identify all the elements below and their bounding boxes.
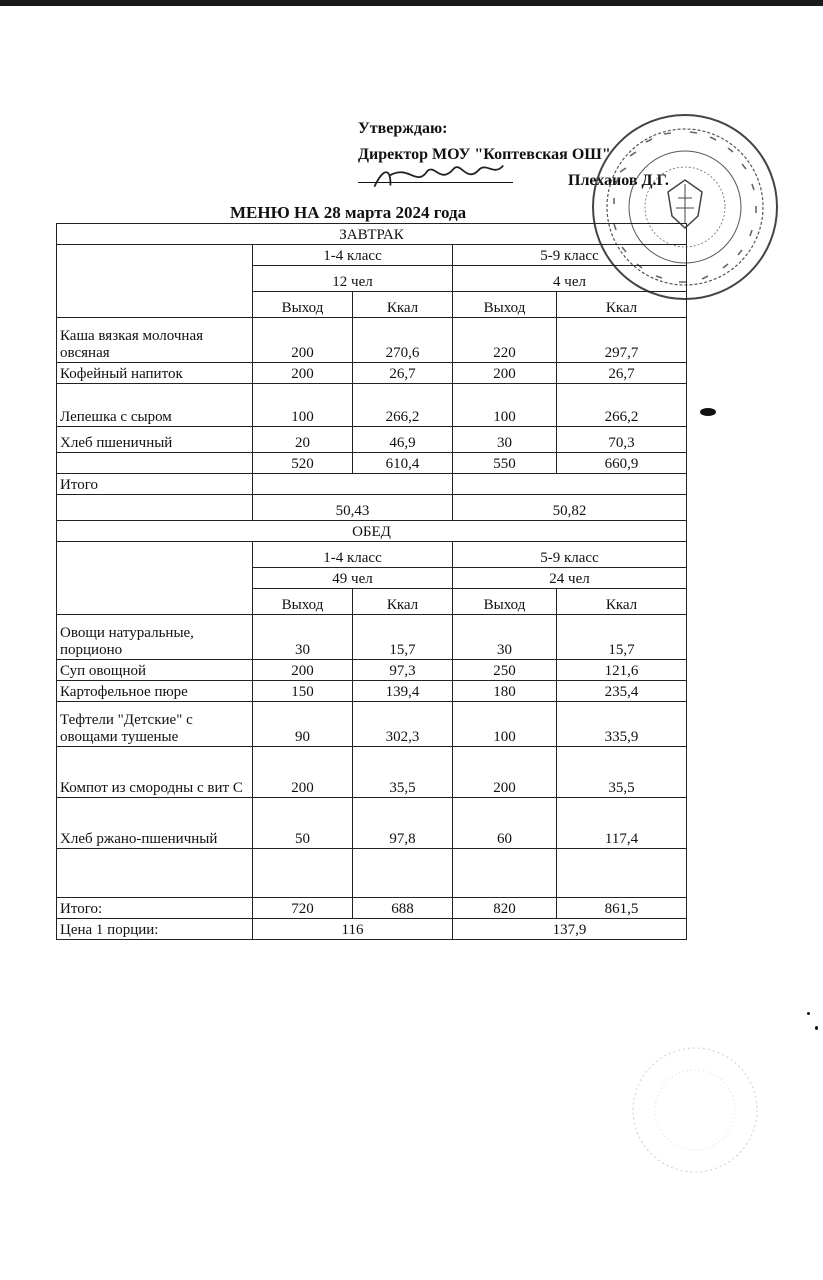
table-row [57,747,687,798]
price-2: 137,9 [453,919,687,940]
table-row [57,660,687,681]
breakfast-count-2: 4 чел [453,266,687,292]
total-output-2: 550 [453,453,557,474]
table-row [57,702,687,747]
total-kcal-1: 688 [353,898,453,919]
breakfast-title: ЗАВТРАК [57,224,687,245]
kcal-1: 97,8 [353,798,453,849]
price-1: 50,43 [253,495,453,521]
table-row [57,427,687,453]
breakfast-total-label-row [57,474,687,495]
approve-label: Утверждаю: [358,120,448,137]
breakfast-price-row [57,495,687,521]
breakfast-count-1: 12 чел [253,266,453,292]
kcal-2: 266,2 [557,384,687,427]
output-2: 180 [453,681,557,702]
scan-speck [815,1026,818,1030]
output-1: 200 [253,660,353,681]
dish-name: Овощи натуральные, порционо [57,615,253,660]
dish-name: Хлеб пшеничный [57,427,253,453]
col-kcal: Ккал [353,292,453,318]
kcal-1: 266,2 [353,384,453,427]
table-row [57,798,687,849]
empty-cell [57,453,253,474]
table-row [57,363,687,384]
dish-name: Компот из смородны с вит С [57,747,253,798]
output-2: 30 [453,615,557,660]
total-output-2: 820 [453,898,557,919]
menu-title: МЕНЮ НА 28 марта 2024 года [230,203,467,222]
output-2: 100 [453,384,557,427]
kcal-1: 97,3 [353,660,453,681]
price-2: 50,82 [453,495,687,521]
kcal-1: 46,9 [353,427,453,453]
output-2: 220 [453,318,557,363]
scan-speck [700,408,716,416]
col-kcal: Ккал [557,589,687,615]
lunch-price-row [57,919,687,940]
breakfast-group-row [57,245,687,266]
output-2: 60 [453,798,557,849]
output-1: 30 [253,615,353,660]
total-label: Итого: [57,898,253,919]
total-kcal-1: 610,4 [353,453,453,474]
kcal-1: 302,3 [353,702,453,747]
breakfast-blank-cell [57,245,253,318]
kcal-2: 121,6 [557,660,687,681]
output-2: 30 [453,427,557,453]
lunch-group-2: 5-9 класс [453,542,687,568]
kcal-1: 270,6 [353,318,453,363]
col-output: Выход [453,589,557,615]
col-output: Выход [253,292,353,318]
total-output-1: 520 [253,453,353,474]
kcal-2: 297,7 [557,318,687,363]
total-output-1: 720 [253,898,353,919]
output-1: 100 [253,384,353,427]
output-2: 200 [453,363,557,384]
lunch-group-1: 1-4 класс [253,542,453,568]
empty-cell [253,474,453,495]
output-1: 90 [253,702,353,747]
output-2: 200 [453,747,557,798]
output-2: 100 [453,702,557,747]
dish-name: Суп овощной [57,660,253,681]
empty-cell [453,474,687,495]
kcal-2: 117,4 [557,798,687,849]
empty-cell [253,849,353,898]
output-1: 50 [253,798,353,849]
lunch-group-row [57,542,687,568]
kcal-1: 139,4 [353,681,453,702]
lunch-header-row [57,521,687,542]
lunch-count-1: 49 чел [253,568,453,589]
col-output: Выход [453,292,557,318]
dish-name: Каша вязкая молочная овсяная [57,318,253,363]
scan-top-edge [0,0,823,6]
kcal-2: 235,4 [557,681,687,702]
dish-name: Кофейный напиток [57,363,253,384]
price-1: 116 [253,919,453,940]
breakfast-header-row [57,224,687,245]
col-kcal: Ккал [557,292,687,318]
breakfast-sum-row [57,453,687,474]
output-1: 200 [253,363,353,384]
output-1: 200 [253,318,353,363]
faint-bleedthrough-stamp [625,1040,765,1180]
price-label: Цена 1 порции: [57,919,253,940]
kcal-2: 26,7 [557,363,687,384]
total-kcal-2: 861,5 [557,898,687,919]
director-name: Плеханов Д.Г. [568,172,669,189]
lunch-count-2: 24 чел [453,568,687,589]
menu-table [56,223,687,940]
empty-cell [453,849,557,898]
table-row [57,318,687,363]
kcal-1: 26,7 [353,363,453,384]
scan-speck [807,1012,810,1015]
empty-cell [557,849,687,898]
empty-cell [57,849,253,898]
output-2: 250 [453,660,557,681]
output-1: 150 [253,681,353,702]
empty-row [57,849,687,898]
total-label: Итого [57,474,253,495]
breakfast-group-1: 1-4 класс [253,245,453,266]
output-1: 20 [253,427,353,453]
kcal-2: 15,7 [557,615,687,660]
lunch-blank-cell [57,542,253,615]
table-row [57,681,687,702]
total-kcal-2: 660,9 [557,453,687,474]
lunch-total-row [57,898,687,919]
kcal-1: 15,7 [353,615,453,660]
dish-name: Хлеб ржано-пшеничный [57,798,253,849]
director-line: Директор МОУ "Коптевская ОШ" [358,146,611,163]
col-output: Выход [253,589,353,615]
table-row [57,384,687,427]
empty-cell [57,495,253,521]
kcal-2: 35,5 [557,747,687,798]
col-kcal: Ккал [353,589,453,615]
breakfast-group-2: 5-9 класс [453,245,687,266]
lunch-title: ОБЕД [57,521,687,542]
kcal-1: 35,5 [353,747,453,798]
dish-name: Картофельное пюре [57,681,253,702]
kcal-2: 335,9 [557,702,687,747]
dish-name: Лепешка с сыром [57,384,253,427]
table-row [57,615,687,660]
dish-name: Тефтели "Детские" с овощами тушеные [57,702,253,747]
output-1: 200 [253,747,353,798]
empty-cell [353,849,453,898]
kcal-2: 70,3 [557,427,687,453]
